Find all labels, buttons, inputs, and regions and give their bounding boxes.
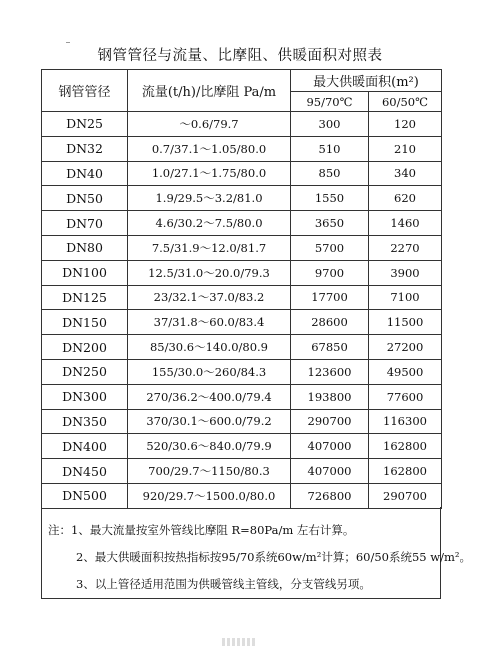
cell-area-95-70: 300 [291,112,369,137]
cell-area-60-50: 340 [369,161,442,186]
cell-area-60-50: 77600 [369,384,442,409]
table-row [42,434,442,459]
cell-area-95-70: 5700 [291,235,369,260]
notes-box [41,507,471,599]
cell-diameter: DN400 [42,434,128,459]
cell-diameter: DN50 [42,186,128,211]
cell-area-95-70: 123600 [291,359,369,384]
cell-area-95-70: 850 [291,161,369,186]
cell-area-95-70: 1550 [291,186,369,211]
cell-area-95-70: 407000 [291,434,369,459]
cell-area-60-50: 116300 [369,409,442,434]
table-row [42,384,442,409]
cell-diameter: DN500 [42,483,128,508]
cell-flow: 37/31.8～60.0/83.4 [128,310,291,335]
cell-area-60-50: 49500 [369,359,442,384]
note-2: 2、最大供暖面积按热指标按95/70系统60w/m²计算；60/50系统55 w/m²。 [76,550,471,564]
table-row [42,459,442,484]
cell-area-60-50: 2270 [369,235,442,260]
table-row [42,112,442,137]
cell-flow: 12.5/31.0～20.0/79.3 [128,260,291,285]
table-row [42,161,442,186]
cell-flow: 1.9/29.5～3.2/81.0 [128,186,291,211]
cell-flow: 7.5/31.9～12.0/81.7 [128,235,291,260]
cell-diameter: DN80 [42,235,128,260]
header-area-60-50: 60/50℃ [369,92,442,112]
cell-flow: ～0.6/79.7 [128,112,291,137]
cell-diameter: DN250 [42,359,128,384]
table-row [42,359,442,384]
note-1: 注：1、最大流量按室外管线比摩阻 R=80Pa/m 左右计算。 [48,523,355,537]
cell-area-95-70: 407000 [291,459,369,484]
cell-area-60-50: 620 [369,186,442,211]
table-row [42,211,442,236]
cell-diameter: DN300 [42,384,128,409]
scan-footer-mark [222,638,256,646]
cell-flow: 920/29.7～1500.0/80.0 [128,483,291,508]
table-row [42,186,442,211]
cell-area-60-50: 162800 [369,434,442,459]
scan-mark [66,42,70,43]
table-row [42,235,442,260]
cell-area-95-70: 28600 [291,310,369,335]
note-3: 3、以上管径适用范围为供暖管线主管线，分支管线另项。 [76,577,371,591]
cell-flow: 155/30.0～260/84.3 [128,359,291,384]
pipe-size-table [41,69,442,509]
cell-flow: 4.6/30.2～7.5/80.0 [128,211,291,236]
header-flow: 流量(t/h)/比摩阻 Pa/m [128,70,291,112]
cell-flow: 370/30.1～600.0/79.2 [128,409,291,434]
cell-diameter: DN125 [42,285,128,310]
header-diameter: 钢管管径 [42,70,128,112]
table-row [42,285,442,310]
table-row [42,335,442,360]
table-row [42,409,442,434]
table-row [42,136,442,161]
cell-area-60-50: 27200 [369,335,442,360]
cell-diameter: DN150 [42,310,128,335]
table-row [42,483,442,508]
cell-flow: 1.0/27.1～1.75/80.0 [128,161,291,186]
cell-flow: 85/30.6～140.0/80.9 [128,335,291,360]
cell-flow: 23/32.1～37.0/83.2 [128,285,291,310]
cell-area-95-70: 290700 [291,409,369,434]
cell-diameter: DN25 [42,112,128,137]
header-area-95-70: 95/70℃ [291,92,369,112]
cell-flow: 700/29.7～1150/80.3 [128,459,291,484]
cell-diameter: DN450 [42,459,128,484]
table-row [42,310,442,335]
cell-area-60-50: 3900 [369,260,442,285]
cell-area-95-70: 726800 [291,483,369,508]
cell-area-60-50: 7100 [369,285,442,310]
cell-diameter: DN32 [42,136,128,161]
cell-area-60-50: 1460 [369,211,442,236]
cell-flow: 0.7/37.1～1.05/80.0 [128,136,291,161]
cell-area-95-70: 17700 [291,285,369,310]
cell-area-95-70: 9700 [291,260,369,285]
cell-area-95-70: 193800 [291,384,369,409]
cell-area-60-50: 162800 [369,459,442,484]
cell-area-95-70: 3650 [291,211,369,236]
cell-area-60-50: 120 [369,112,442,137]
cell-diameter: DN100 [42,260,128,285]
cell-area-60-50: 290700 [369,483,442,508]
cell-area-95-70: 67850 [291,335,369,360]
cell-diameter: DN70 [42,211,128,236]
cell-flow: 270/36.2～400.0/79.4 [128,384,291,409]
table-row [42,260,442,285]
cell-area-60-50: 210 [369,136,442,161]
cell-area-60-50: 11500 [369,310,442,335]
cell-diameter: DN200 [42,335,128,360]
table-body [42,112,442,509]
cell-diameter: DN40 [42,161,128,186]
page-title: 钢管管径与流量、比摩阻、供暖面积对照表 [97,48,383,64]
header-area: 最大供暖面积(m²) [291,70,442,92]
cell-flow: 520/30.6～840.0/79.9 [128,434,291,459]
cell-diameter: DN350 [42,409,128,434]
cell-area-95-70: 510 [291,136,369,161]
